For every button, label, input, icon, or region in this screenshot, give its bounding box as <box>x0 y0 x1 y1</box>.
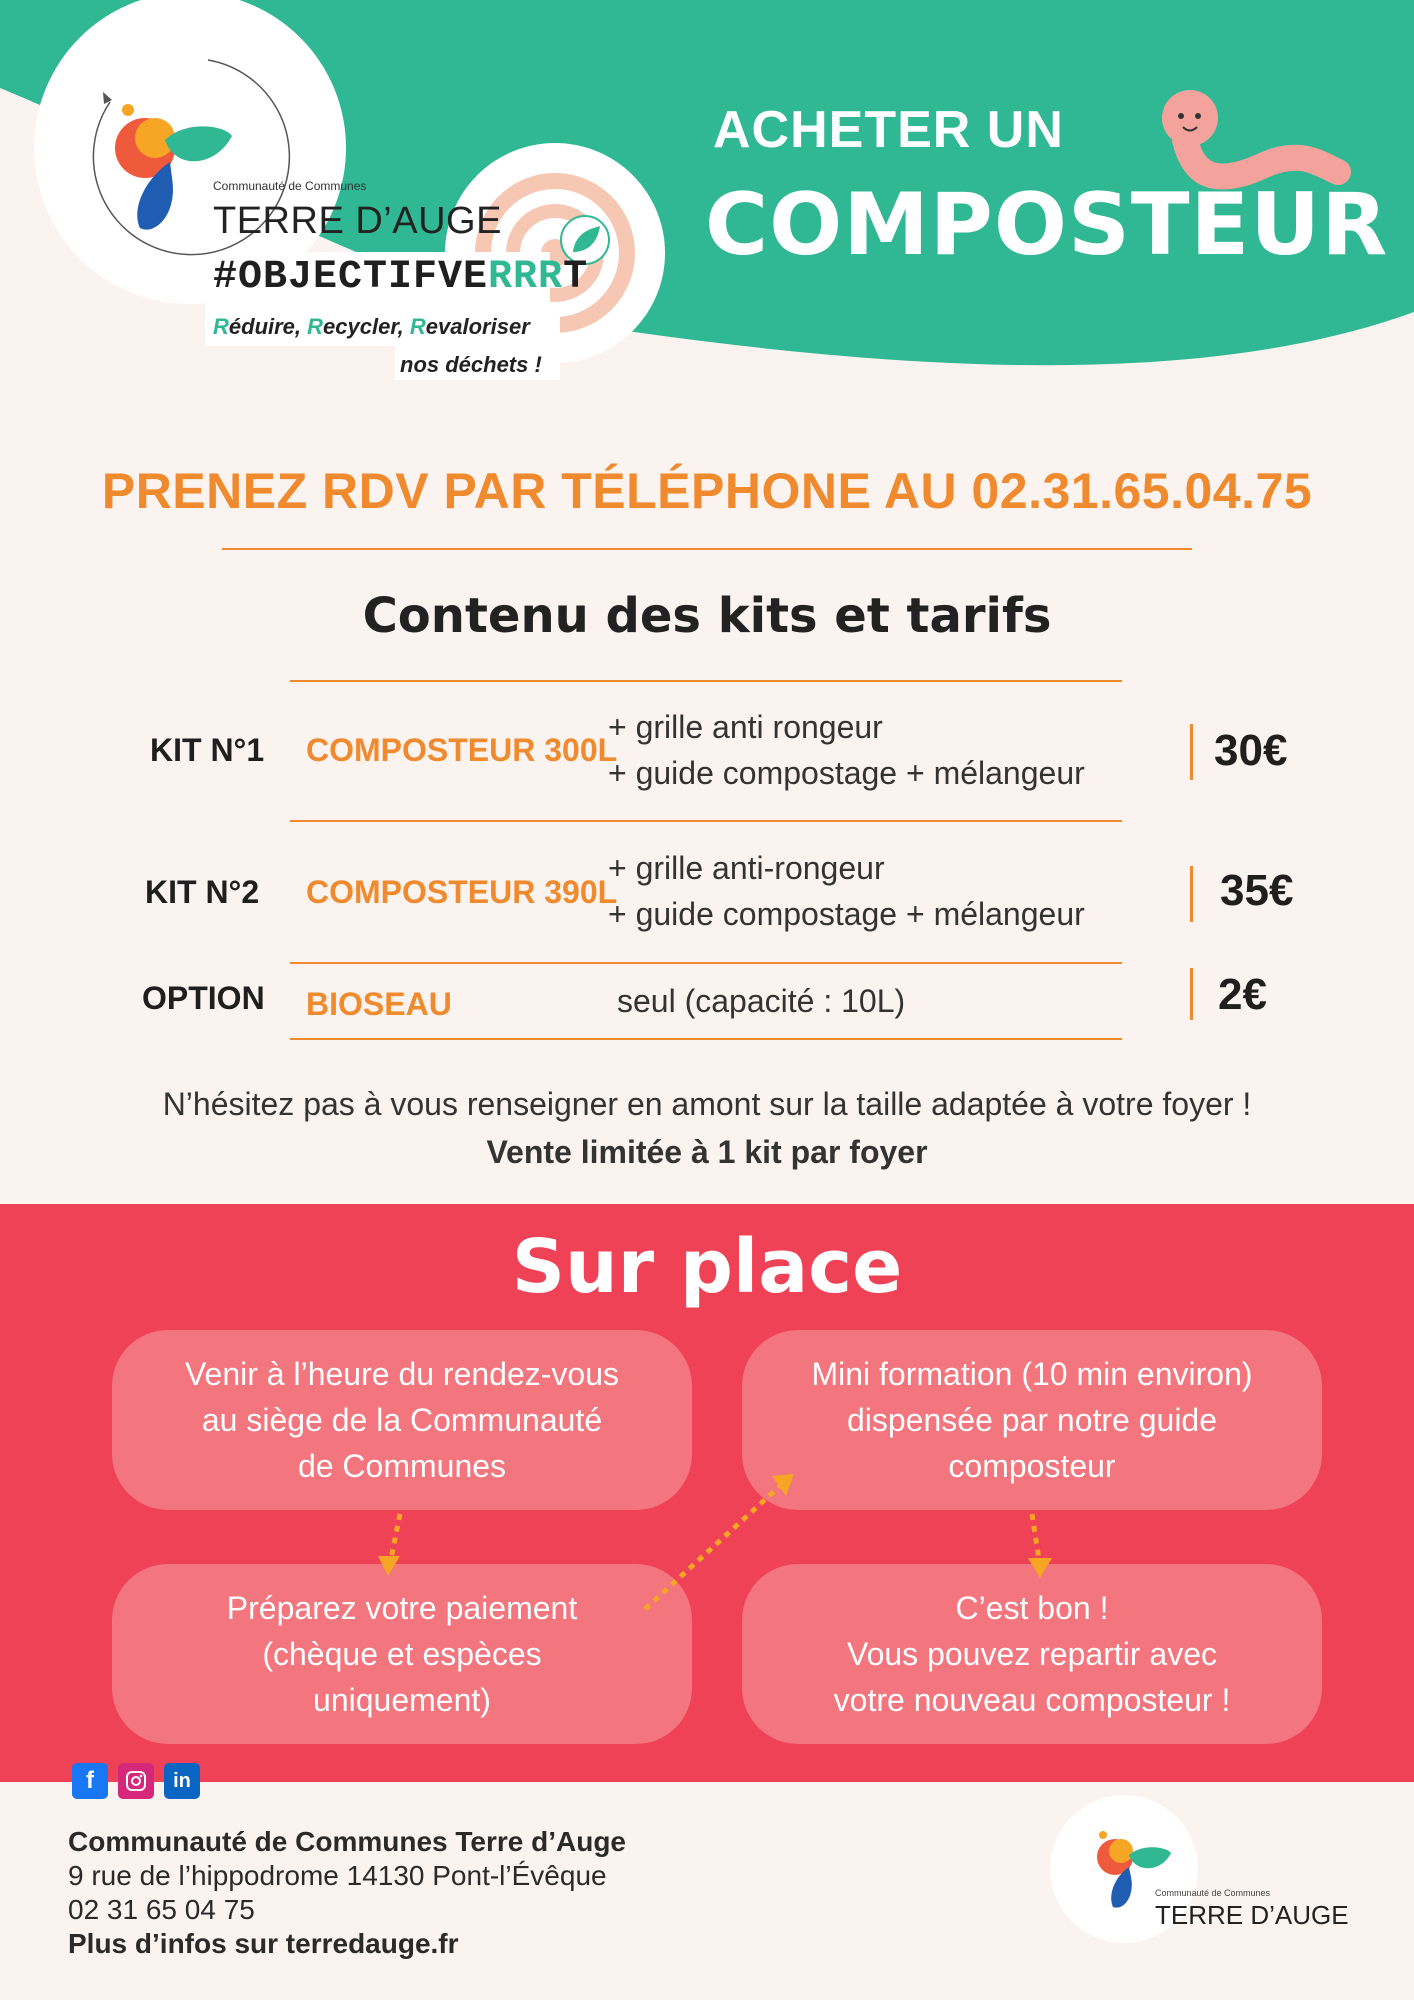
slogan-r3-rest: evaloriser <box>425 314 530 339</box>
campaign-hashtag <box>213 255 588 300</box>
price-separator <box>1190 866 1193 922</box>
slogan-line2: nos déchets ! <box>400 352 542 377</box>
table-rule <box>290 962 1122 964</box>
option-price: 2€ <box>1218 970 1267 1019</box>
slogan-r3-initial: R <box>409 314 426 339</box>
footer-website[interactable]: Plus d’infos sur terredauge.fr <box>68 1928 459 1959</box>
kit-2-desc <box>608 845 1085 937</box>
logo-org-name: TERRE D’AUGE <box>213 200 502 242</box>
slogan-r1-rest: éduire, <box>228 314 308 339</box>
footer-org-name: Communauté de Communes Terre d’Auge <box>68 1826 627 1857</box>
kit-2-desc-line1: + grille anti-rongeur <box>608 850 885 886</box>
sale-limit-note: Vente limitée à 1 kit par foyer <box>486 1134 928 1170</box>
section-title-kits: Contenu des kits et tarifs <box>362 588 1052 644</box>
divider <box>222 548 1192 550</box>
instagram-icon[interactable] <box>118 1763 154 1799</box>
page-title-line2: COMPOSTEUR <box>705 175 1389 275</box>
logo-org-small: Communauté de Communes <box>213 179 367 193</box>
footer-address: 9 rue de l’hippodrome 14130 Pont-l’Évêque <box>68 1860 607 1891</box>
option-desc: seul (capacité : 10L) <box>617 983 906 1019</box>
kit-2-name: COMPOSTEUR 390L <box>306 874 618 910</box>
phone-appointment-line: PRENEZ RDV PAR TÉLÉPHONE AU 02.31.65.04.75 <box>101 463 1313 519</box>
step-text: Préparez votre paiement (chèque et espèces uniquement) <box>226 1590 578 1718</box>
hashtag-suffix: T <box>563 255 589 300</box>
advice-note: N’hésitez pas à vous renseigner en amont sur la taille adaptée à votre foyer ! <box>162 1086 1252 1122</box>
step-card-arrive <box>112 1330 692 1510</box>
table-rule-bottom <box>290 1038 1122 1040</box>
step-text: C’est bon ! Vous pouvez repartir avec votre nouveau composteur ! <box>833 1590 1231 1718</box>
instagram-glyph <box>124 1769 148 1793</box>
kit-1-name: COMPOSTEUR 300L <box>306 732 618 768</box>
step-text: Venir à l’heure du rendez-vous au siège de la Communauté de Communes <box>184 1356 620 1484</box>
page-title-line1: ACHETER UN <box>713 101 1064 159</box>
kit-1-desc-line1: + grille anti rongeur <box>608 709 883 745</box>
price-separator <box>1190 968 1193 1020</box>
table-rule-top <box>290 680 1122 682</box>
kit-2-price: 35€ <box>1220 866 1294 915</box>
kit-1-desc-line2: + guide compostage + mélangeur <box>608 755 1085 791</box>
kit-1-price: 30€ <box>1214 726 1288 775</box>
step-card-payment <box>112 1564 692 1744</box>
table-rule <box>290 820 1122 822</box>
kit-2-desc-line2: + guide compostage + mélangeur <box>608 896 1085 932</box>
footer-phone: 02 31 65 04 75 <box>68 1894 255 1925</box>
facebook-icon[interactable] <box>72 1763 108 1799</box>
footer-logo-small: Communauté de Communes <box>1155 1888 1271 1898</box>
step-card-training <box>742 1330 1322 1510</box>
price-separator <box>1190 724 1193 780</box>
slogan-r1-initial: R <box>213 314 229 339</box>
slogan-line1 <box>213 314 530 340</box>
option-label: OPTION <box>142 980 265 1016</box>
slogan-r2-rest: ecycler, <box>323 314 410 339</box>
linkedin-icon[interactable] <box>164 1763 200 1799</box>
kit-1-label: KIT N°1 <box>150 732 265 768</box>
kit-2-label: KIT N°2 <box>145 874 260 910</box>
footer-logo-name: TERRE D’AUGE <box>1155 1900 1349 1930</box>
slogan-r2-initial: R <box>307 314 324 339</box>
facebook-glyph: f <box>86 1767 94 1794</box>
kit-1-desc <box>608 704 1085 796</box>
step-card-done <box>742 1564 1322 1744</box>
hashtag-rrr: RRR <box>488 255 564 300</box>
option-name: BIOSEAU <box>306 986 452 1022</box>
step-text: Mini formation (10 min environ) dispensée par notre guide composteur <box>811 1356 1253 1484</box>
sur-place-title: Sur place <box>511 1224 903 1310</box>
linkedin-glyph: in <box>173 1769 191 1792</box>
hashtag-prefix: #OBJECTIFVE <box>213 255 489 300</box>
